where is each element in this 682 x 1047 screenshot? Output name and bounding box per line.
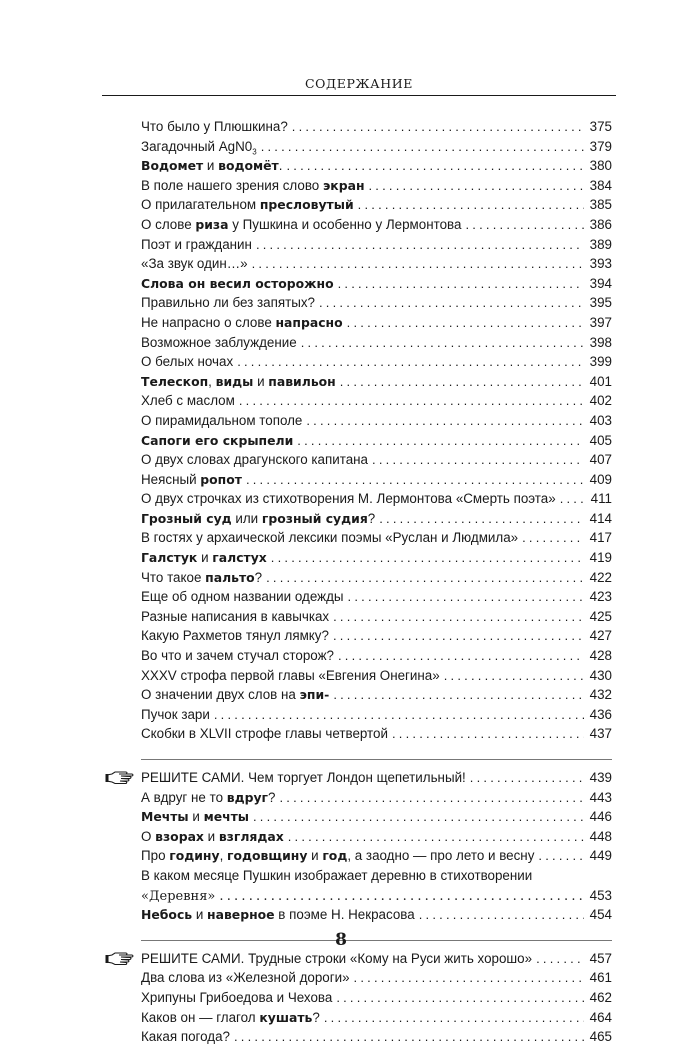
title-text: , [219,848,228,864]
dot-leader [338,646,584,666]
dot-leader [237,352,584,372]
title-text: или [231,510,262,526]
toc-entry-title [141,235,252,255]
bold-term: грозный судия [261,510,368,526]
toc-entry[interactable] [141,548,612,568]
dot-leader [286,156,584,176]
title-text: XXXV строфа первой главы «Евгения Онегина» [141,667,440,683]
toc-entry[interactable] [141,195,612,215]
title-text: , а заодно — про лето и весну [347,848,535,864]
bold-term: пальто [205,569,255,585]
dot-leader [372,450,584,470]
toc-entry-title [141,846,534,866]
dot-leader [392,724,584,744]
toc-entry[interactable] [141,827,612,847]
title-text: В поле нашего зрения слово [141,177,323,193]
toc-entry-title [141,293,315,313]
bold-term: Водомет [141,158,204,174]
toc-entry[interactable] [141,1008,612,1028]
bold-term: водомёт [218,158,279,174]
toc-entry[interactable] [141,293,612,313]
toc-entry[interactable] [141,411,612,431]
bold-term: годовщину [227,848,308,864]
toc-entry[interactable] [141,176,612,196]
pointing-hand-icon [105,768,135,788]
toc-entry[interactable] [141,788,612,808]
toc-entry-title [141,626,329,646]
dot-leader [252,254,584,274]
toc-section-solve-2 [141,949,612,1047]
title-text: Поэт и гражданин [141,236,252,252]
toc-page-number: 449 [589,848,612,864]
toc-entry[interactable] [141,156,612,176]
toc-page-number: 423 [589,589,612,605]
toc-page-number: 394 [589,275,612,291]
toc-entry[interactable] [141,988,612,1008]
toc-page-number: 425 [589,608,612,624]
dot-leader [347,313,584,333]
toc-entry-title [141,1008,320,1028]
title-text: и [307,848,323,864]
toc-entry-title [141,666,440,686]
title-text: О прилагательном [141,197,260,213]
toc-page-number: 397 [589,314,612,330]
dot-leader [333,607,584,627]
dot-leader [288,827,584,847]
toc-entry-title [141,528,518,548]
title-text: Два слова из «Железной дороги» [141,970,350,986]
title-text: и [197,550,213,566]
title-text: О двух строчках из стихотворения М. Лермонтова «Смерть поэта» [141,491,556,507]
bold-term: риза [195,216,229,232]
toc-page-number: 448 [589,828,612,844]
toc-entry-title [141,372,336,392]
toc-page-number: 380 [589,158,612,174]
toc-page-number: 454 [589,907,612,923]
toc-entry[interactable] [141,607,612,627]
toc-entry-title [141,333,297,353]
title-text: Хлеб с маслом [141,393,235,409]
toc-page-number: 457 [589,950,612,966]
toc-entry-title [141,176,365,196]
title-text: Пучок зари [141,706,210,722]
dot-leader [340,372,584,392]
toc-page-number: 393 [589,256,612,272]
toc-page-number: 422 [589,569,612,585]
toc-entry[interactable] [141,528,612,548]
title-text: и [203,158,219,174]
dot-leader [266,568,584,588]
title-text: О белых ночах [141,354,234,370]
title-text: Возможное заблуждение [141,334,297,350]
toc-entry[interactable] [141,587,612,607]
title-text: О двух словах драгунского капитана [141,452,369,468]
toc-entry[interactable] [141,313,612,333]
toc-page-number: 399 [589,354,612,370]
toc-entry-title [141,988,332,1008]
toc-page-number: 386 [589,216,612,232]
toc-entry[interactable] [141,489,612,509]
title-text: В гостях у архаической лексики поэмы «Руслан и Людмила» [141,530,519,546]
toc-page-number: 437 [589,726,612,742]
dot-leader [369,176,585,196]
toc-entry-title [141,685,329,705]
toc-entry[interactable] [141,968,612,988]
toc-entry-title [141,117,288,137]
toc-entry-title [141,705,210,725]
toc-page-number: 401 [589,373,612,389]
toc-page-number: 464 [589,1009,612,1025]
dot-leader [324,1008,584,1028]
toc-entry-title [141,548,267,568]
section-separator [141,744,612,760]
toc-entry-title [141,646,334,666]
dot-leader [219,887,584,907]
toc-entry[interactable] [141,117,612,137]
bold-term: взглядах [218,828,284,844]
toc-entry-title [141,489,556,509]
dot-leader [301,333,584,353]
dot-leader [348,587,584,607]
dot-leader [358,195,584,215]
dot-leader [271,548,584,568]
toc-entry[interactable] [141,905,612,925]
toc-entry-title [141,905,415,925]
toc-section-solve-1-last [141,905,612,925]
title-text: Правильно ли без запятых? [141,295,315,311]
bold-term: наверное [207,907,275,923]
bold-term: мечты [203,809,249,825]
toc-entry[interactable] [141,372,612,392]
title-text: , [208,373,216,389]
toc-entry[interactable] [141,333,612,353]
toc-page-number: 461 [589,970,612,986]
bold-term: Телескоп [141,373,209,389]
dot-leader [444,666,584,686]
toc-entry[interactable] [141,705,612,725]
dot-leader [256,235,584,255]
dot-leader [354,968,584,988]
toc-entry[interactable] [141,254,612,274]
toc-entry-solve-2[interactable] [141,949,612,969]
toc-entry[interactable] [141,666,612,686]
toc-entry[interactable] [141,568,612,588]
running-header: СОДЕРЖАНИЕ [305,76,413,91]
toc-entry-title: «Деревня» [141,888,216,904]
dot-leader [522,528,584,548]
bold-term: вдруг [226,789,269,805]
title-text: А вдруг не то [141,789,227,805]
toc-page-number: 430 [589,667,612,683]
toc-section-main [141,117,612,744]
toc-entry[interactable] [141,391,612,411]
bold-term: павильон [268,373,336,389]
title-text: ? [268,789,276,805]
bold-term: Слова он весил осторожно [141,275,334,291]
bold-term: Небось [141,907,193,923]
toc-entry-title [141,587,344,607]
toc-entry-title: РЕШИТЕ САМИ. Чем торгует Лондон щепетильный! [141,770,466,785]
title-text: Что было у Плюшкина? [141,119,288,134]
toc-entry-title [141,607,329,627]
toc-entry[interactable] [141,685,612,705]
toc-page-number: 398 [589,334,612,350]
title-text: О [141,828,156,844]
title-text: О слове [141,216,196,232]
title-text: Загадочный AgN0 [141,138,253,154]
toc-section-solve-1 [141,768,612,925]
dot-leader [538,846,584,866]
title-text: Какую Рахметов тянул лямку? [141,628,329,644]
toc-section-solve-1-entries [141,788,612,866]
toc-entry-title [141,450,368,470]
dot-leader [261,137,584,157]
toc-entry-title [141,313,343,333]
title-text: ? [367,510,376,526]
toc-entry[interactable] [141,137,612,157]
toc-entry[interactable] [141,235,612,255]
bold-term: Грозный суд [141,510,232,526]
toc-entry[interactable] [141,274,612,294]
bold-term: галстух [212,550,267,566]
toc-page-number: 385 [589,197,612,213]
toc-entry-title [141,156,282,176]
toc-page-number: 427 [589,628,612,644]
toc-entry-title [141,431,293,451]
bold-term: год [322,848,348,864]
dot-leader [419,905,584,925]
toc-page-number: 432 [589,687,612,703]
toc-page-number: 436 [589,706,612,722]
header-rule [102,95,616,96]
toc-page-number: 407 [589,452,612,468]
toc-page-number: 409 [589,471,612,487]
toc-entry[interactable] [141,352,612,372]
toc-entry-title [141,788,275,808]
dot-leader [465,215,584,235]
toc-entry[interactable] [141,626,612,646]
bold-term: экран [322,177,365,193]
bold-term: кушать [259,1009,313,1025]
toc-entry-title [141,1027,230,1047]
title-text: и [253,373,269,389]
dot-leader [338,274,584,294]
title-text: Про [141,848,170,864]
dot-leader [253,807,584,827]
page-number: 8 [335,930,347,950]
bold-term: ропот [200,471,242,487]
bold-term: пресловутый [259,197,354,213]
title-text: ? [254,569,263,585]
dot-leader [336,988,584,1008]
toc-page-number: 419 [589,550,612,566]
dot-leader [560,489,584,509]
toc-entry[interactable] [141,509,612,529]
table-of-contents [141,117,612,1047]
dot-leader [333,626,584,646]
title-text: и [203,828,219,844]
toc-entry-multiline[interactable] [141,886,612,906]
bold-term: Мечты [141,809,189,825]
title-text: Скобки в XLVII строфе главы четвертой [141,726,388,742]
dot-leader [214,705,584,725]
title-text: Во что и зачем стучал сторож? [141,648,334,664]
toc-entry[interactable] [141,724,612,744]
dot-leader [239,391,584,411]
title-text: Что такое [141,569,206,585]
toc-page-number: 465 [589,1029,612,1045]
dot-leader [333,685,584,705]
toc-entry-title [141,509,375,529]
dot-leader [470,768,584,788]
dot-leader [297,431,584,451]
toc-page-number: 395 [589,295,612,311]
toc-page-number: 379 [589,138,612,154]
toc-page-number: 402 [589,393,612,409]
toc-entry[interactable] [141,646,612,666]
toc-page-number: 417 [589,530,612,546]
title-text: и [192,907,208,923]
toc-entry-title [141,195,354,215]
dot-leader [246,470,584,490]
toc-page-number: 414 [589,510,612,526]
toc-entry[interactable] [141,1027,612,1047]
toc-entry[interactable] [141,846,612,866]
toc-page-number: 446 [589,809,612,825]
toc-entry-title [141,352,233,372]
dot-leader [319,293,584,313]
bold-term: Галстук [141,550,198,566]
toc-page-number: 453 [589,887,612,903]
title-text: в поэме Н. Некрасова [274,907,415,923]
toc-page-number: 403 [589,412,612,428]
bold-term: Сапоги его скрыпели [141,432,294,448]
toc-page-number: 443 [589,789,612,805]
toc-entry-title [141,827,284,847]
toc-entry[interactable] [141,470,612,490]
title-text: О пирамидальном тополе [141,412,303,428]
title-text: Разные написания в кавычках [141,608,330,624]
title-text: и [188,809,204,825]
toc-entry-title [141,411,302,431]
toc-entry-title [141,807,249,827]
title-text: . [278,158,283,174]
toc-entry-title [141,568,262,588]
title-text: Неясный [141,471,201,487]
bold-term: напрасно [275,314,343,330]
bold-term: годину [169,848,220,864]
dot-leader [279,788,584,808]
toc-entry-title [141,274,334,294]
toc-entry-title [141,254,248,274]
title-text: у Пушкина и особенно у Лермонтова [228,216,462,232]
title-text: Не напрасно о слове [141,314,276,330]
toc-page-number: 389 [589,236,612,252]
toc-entry[interactable] [141,431,612,451]
title-text: Какая погода? [141,1029,230,1045]
toc-entry-multiline-line1: В каком месяце Пушкин изображает деревню в стихотворении [141,867,533,883]
title-text: «За звук один…» [141,256,248,272]
toc-entry-title [141,470,242,490]
toc-entry-title [141,215,461,235]
toc-page-number: 428 [589,648,612,664]
title-text: Хрипуны Грибоедова и Чехова [141,989,333,1005]
toc-entry-title [141,391,235,411]
toc-page-number: 439 [589,770,612,785]
toc-entry[interactable] [141,215,612,235]
bold-term: виды [215,373,254,389]
toc-entry-title: РЕШИТЕ САМИ. Трудные строки «Кому на Руси жить хорошо» [141,950,533,966]
pointing-hand-icon [105,949,135,969]
toc-entry[interactable] [141,807,612,827]
toc-entry[interactable] [141,450,612,470]
dot-leader [306,411,584,431]
toc-entry-title [141,724,388,744]
dot-leader [292,117,584,137]
dot-leader [536,949,584,969]
toc-page-number: 405 [589,432,612,448]
dot-leader [379,509,584,529]
title-text: Каков он — глагол [141,1009,260,1025]
title-text: ? [312,1009,320,1025]
title-text: О значении двух слов на [141,687,300,703]
dot-leader [234,1027,584,1047]
subscript: 3 [252,147,257,157]
title-text: Еще об одном названии одежды [141,589,344,605]
toc-entry-title [141,968,350,988]
toc-entry-solve-1[interactable] [141,768,612,788]
toc-page-number: 411 [590,491,612,507]
toc-page-number: 462 [589,989,612,1005]
bold-term: взорах [155,828,204,844]
toc-page-number: 384 [589,177,612,193]
bold-term: эпи- [299,687,330,703]
toc-section-solve-2-entries [141,968,612,1046]
toc-page-number: 375 [589,119,612,134]
